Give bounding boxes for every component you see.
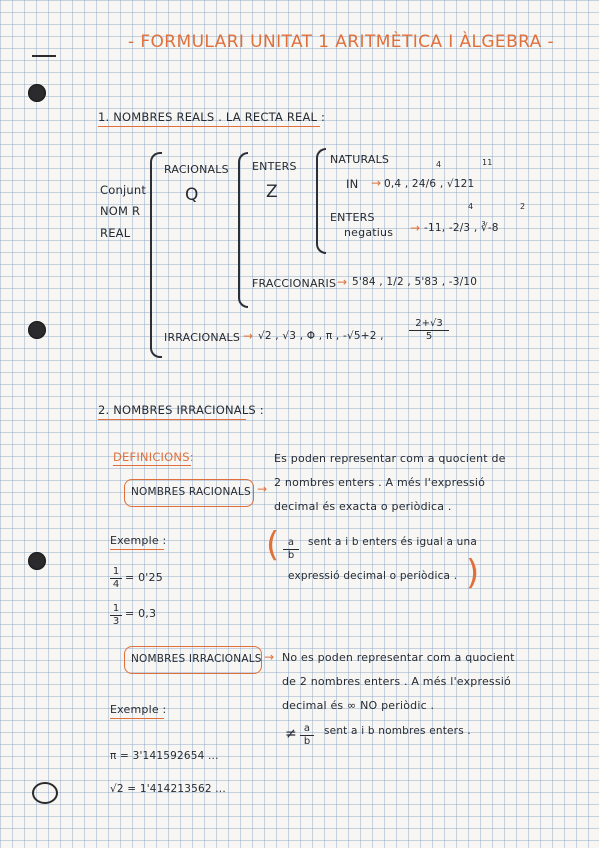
racionals-definition-line: decimal és exacta o periòdica . bbox=[274, 500, 452, 513]
section-1-heading: 1. NOMBRES REALS . LA RECTA REAL : bbox=[98, 110, 326, 124]
nombres-racionals-label: NOMBRES RACIONALS bbox=[131, 486, 251, 498]
definicions-underline bbox=[113, 465, 191, 466]
exemple-underline bbox=[110, 718, 164, 719]
fraccionaris-label: FRACCIONARIS bbox=[252, 277, 337, 290]
example-value: = 0,3 bbox=[125, 607, 157, 620]
section-2-heading: 2. NOMBRES IRRACIONALS : bbox=[98, 403, 264, 417]
fraction-denominator: b bbox=[303, 736, 311, 747]
heading-underline bbox=[98, 126, 320, 127]
arrow-icon: → bbox=[410, 221, 421, 235]
open-paren: ( bbox=[266, 525, 280, 565]
irracional-fraction bbox=[409, 318, 449, 343]
irracionals-label: IRRACIONALS bbox=[164, 331, 241, 344]
irracionals-examples: √2 , √3 , Φ , π , -√5+2 , bbox=[258, 330, 384, 342]
q-symbol: Q bbox=[185, 185, 199, 205]
heading-underline bbox=[98, 419, 246, 420]
nombres-irracionals-label: NOMBRES IRRACIONALS bbox=[131, 653, 262, 665]
racionals-note: expressió decimal o periòdica . bbox=[288, 570, 458, 582]
close-paren: ) bbox=[466, 553, 480, 593]
irracionals-definition-line: No es poden representar com a quocient bbox=[282, 651, 515, 664]
superscript: 11 bbox=[482, 158, 493, 167]
definicions-label: DEFINICIONS: bbox=[113, 450, 194, 464]
superscript: 2 bbox=[520, 202, 526, 211]
arrow-icon: → bbox=[257, 482, 268, 496]
superscript: 4 bbox=[468, 202, 474, 211]
enters-negatius-label: ENTERS bbox=[330, 211, 375, 224]
naturals-label: NATURALS bbox=[330, 153, 390, 166]
exemple-underline bbox=[110, 549, 164, 550]
racionals-note: sent a i b enters és igual a una bbox=[308, 536, 477, 548]
conjunt-label: Conjunt bbox=[100, 183, 147, 197]
fraction-denominator: 4 bbox=[112, 579, 120, 590]
margin-dash bbox=[32, 55, 56, 57]
z-symbol: Z bbox=[266, 182, 278, 202]
arrow-icon: → bbox=[371, 176, 382, 190]
sqrt2-example: √2 = 1'414213562 ... bbox=[110, 783, 226, 795]
enters-label: ENTERS bbox=[252, 160, 297, 173]
superscript: 4 bbox=[436, 160, 442, 169]
irracionals-definition-line: decimal és ∞ NO periòdic . bbox=[282, 699, 435, 712]
note-fraction bbox=[300, 723, 314, 748]
fraccionaris-examples: 5'84 , 1/2 , 5'83 , -3/10 bbox=[352, 276, 478, 288]
fraction-numerator: 2+√3 bbox=[409, 318, 449, 331]
pi-example: π = 3'141592654 ... bbox=[110, 750, 219, 762]
enters-negatius-examples: -11, -2/3 , ∛-8 bbox=[424, 222, 499, 234]
binder-hole bbox=[28, 84, 46, 102]
arrow-icon: → bbox=[337, 275, 348, 289]
racionals-brace bbox=[238, 152, 248, 308]
main-brace bbox=[150, 152, 162, 358]
exemple-label: Exemple : bbox=[110, 534, 167, 547]
spiral-doodle-icon bbox=[32, 782, 58, 804]
conjunt-label: NOM R bbox=[100, 204, 141, 218]
fraction-denominator: b bbox=[287, 550, 295, 561]
racionals-definition-line: 2 nombres enters . A més l'expressió bbox=[274, 476, 486, 489]
binder-hole bbox=[28, 552, 46, 570]
page-title: - FORMULARI UNITAT 1 ARITMÈTICA I ÀLGEBRA - bbox=[128, 32, 555, 52]
fraction-numerator: a bbox=[283, 537, 299, 550]
irracionals-definition-line: de 2 nombres enters . A més l'expressió bbox=[282, 675, 511, 688]
naturals-examples: 0,4 , 24/6 , √121 bbox=[384, 178, 475, 190]
fraction-numerator: 1 bbox=[110, 603, 122, 616]
enters-brace bbox=[316, 148, 326, 254]
fraction-numerator: 1 bbox=[110, 566, 122, 579]
example-fraction bbox=[110, 566, 122, 591]
exemple-label: Exemple : bbox=[110, 703, 167, 716]
fraction-denominator: 5 bbox=[425, 331, 433, 342]
example-value: = 0'25 bbox=[125, 571, 163, 584]
naturals-symbol: IN bbox=[346, 177, 359, 191]
arrow-icon: → bbox=[264, 650, 275, 664]
conjunt-label: REAL bbox=[100, 226, 131, 240]
enters-negatius-label: negatius bbox=[344, 226, 394, 239]
fraction-numerator: a bbox=[300, 723, 314, 736]
binder-hole bbox=[28, 321, 46, 339]
note-fraction bbox=[283, 537, 299, 562]
racionals-definition-line: Es poden representar com a quocient de bbox=[274, 452, 506, 465]
example-fraction bbox=[110, 603, 122, 628]
not-equal-sign: ≠ bbox=[285, 726, 297, 742]
irracionals-note: sent a i b nombres enters . bbox=[324, 725, 471, 737]
fraction-denominator: 3 bbox=[112, 616, 120, 627]
racionals-label: RACIONALS bbox=[164, 163, 229, 176]
arrow-icon: → bbox=[243, 329, 254, 343]
